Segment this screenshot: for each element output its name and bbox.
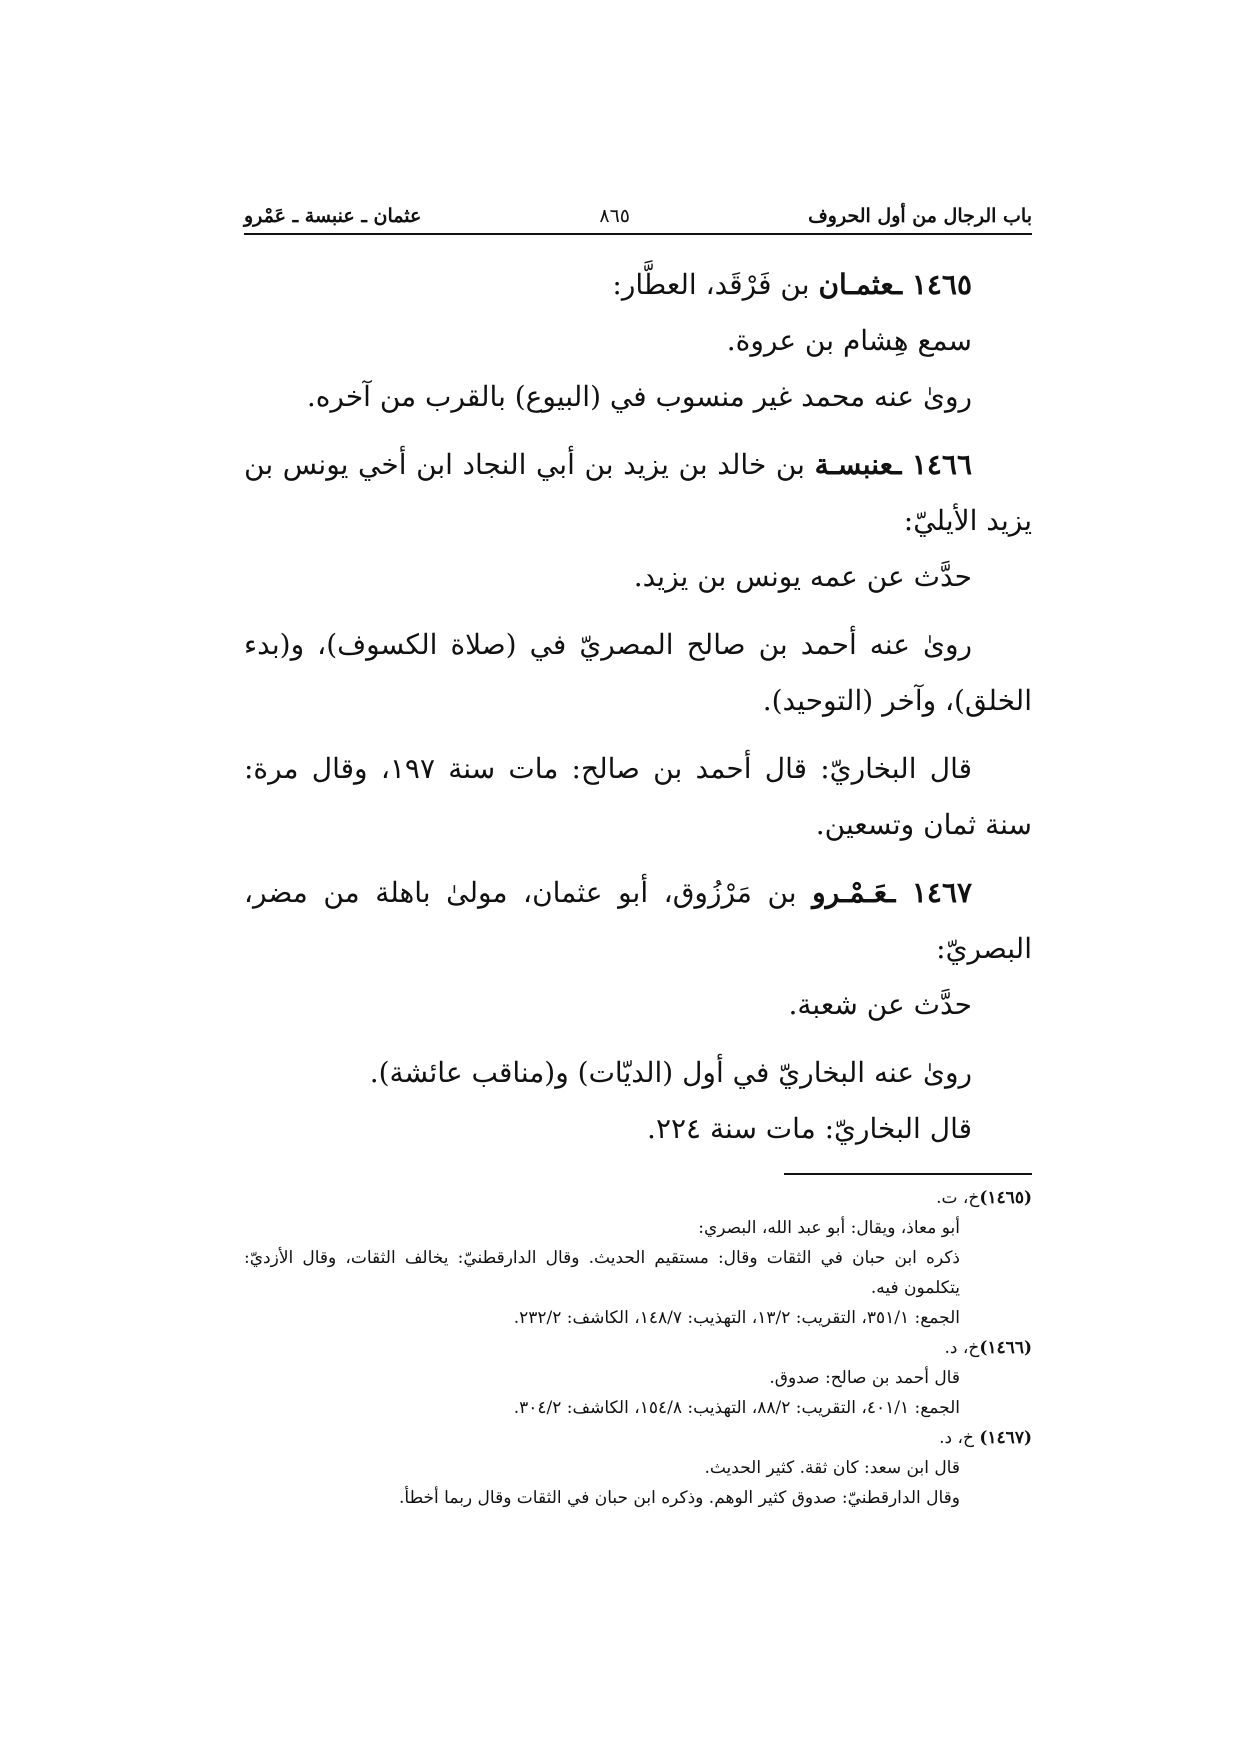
entry-line: روىٰ عنه البخاريّ في أول (الديّات) و(مناقب عائشة). [369,1056,972,1089]
footnote-number: (١٤٦٧) [979,1428,1032,1448]
footnote-line: ذكره ابن حبان في الثقات وقال: مستقيم الحديث. وقال الدارقطنيّ: يخالف الثقات، وقال الأزديّ: يتكلمون فيه. [244,1248,960,1298]
footnote-line: قال ابن سعد: كان ثقة. كثير الحديث. [704,1458,960,1478]
entry-heading-rest: بن مَرْزُوق، أبو عثمان، مولىٰ باهلة من مضر، البصريّ: [244,876,1032,965]
entry-heading-rest: بن فَرْقَد، العطَّار: [612,268,819,301]
footnote-number: (١٤٦٦) [979,1338,1032,1358]
footnotes [244,1183,1032,1513]
header-entry-names: عثمان ـ عنبسة ـ عَمْرو [244,205,422,227]
entry-name: عنبسـة [814,448,894,481]
footnote-line: أبو معاذ، ويقال: أبو عبد الله، البصري: [698,1218,960,1238]
entry-name: عثمـان [818,268,894,301]
entry-line: روىٰ عنه محمد غير منسوب في (البيوع) بالقرب من آخره. [306,380,972,413]
footnote-head: خ، ت. [936,1188,980,1208]
entry-number: ١٤٦٥ ـ [893,268,972,301]
entry-name: عَـمْـرو [812,876,888,909]
entry-line: حدَّث عن عمه يونس بن يزيد. [633,560,972,593]
entry-number: ١٤٦٦ ـ [893,448,972,481]
footnote-head: خ، د. [944,1338,980,1358]
footnote-line: الجمع: ٤٠١/١، التقريب: ٨٨/٢، التهذيب: ١٥٤/٨، الكاشف: ٣٠٤/٢. [513,1398,960,1418]
entry-heading [244,437,1032,549]
entry-line: روىٰ عنه أحمد بن صالح المصريّ في (صلاة الكسوف)، و(بدء الخلق)، وآخر (التوحيد). [244,628,1032,717]
header-chapter-title: باب الرجال من أول الحروف [808,205,1032,227]
entry-line: سمع هِشام بن عروة. [726,324,972,357]
running-header [244,205,1032,235]
main-text [244,257,1032,1157]
page-number: ٨٦٥ [599,205,631,227]
entry-number: ١٤٦٧ ـ [887,876,973,909]
entry-line: حدَّث عن شعبة. [788,988,972,1021]
footnote-number: (١٤٦٥) [979,1188,1032,1208]
entry-heading [244,865,1032,977]
footnote-line: الجمع: ٣٥١/١، التقريب: ١٣/٢، التهذيب: ١٤٨/٧، الكاشف: ٢٣٢/٢. [513,1308,960,1328]
footnote-heading [244,1423,1032,1453]
entry-line: قال البخاريّ: قال أحمد بن صالح: مات سنة ١٩٧، وقال مرة: سنة ثمان وتسعين. [244,752,1032,841]
entry-heading [244,257,1032,313]
entry-heading-rest: بن خالد بن يزيد بن أبي النجاد ابن أخي يونس بن يزيد الأيليّ: [244,448,1032,537]
book-page [244,205,1032,1513]
footnote-divider [784,1173,1032,1175]
footnote-line: قال أحمد بن صالح: صدوق. [769,1368,960,1388]
footnote-heading [244,1333,1032,1363]
footnote-head: خ، د. [939,1428,980,1448]
entry-line: قال البخاريّ: مات سنة ٢٢٤. [647,1112,972,1145]
footnote-line: وقال الدارقطنيّ: صدوق كثير الوهم. وذكره ابن حبان في الثقات وقال ربما أخطأ. [399,1488,960,1508]
footnote-heading [244,1183,1032,1213]
